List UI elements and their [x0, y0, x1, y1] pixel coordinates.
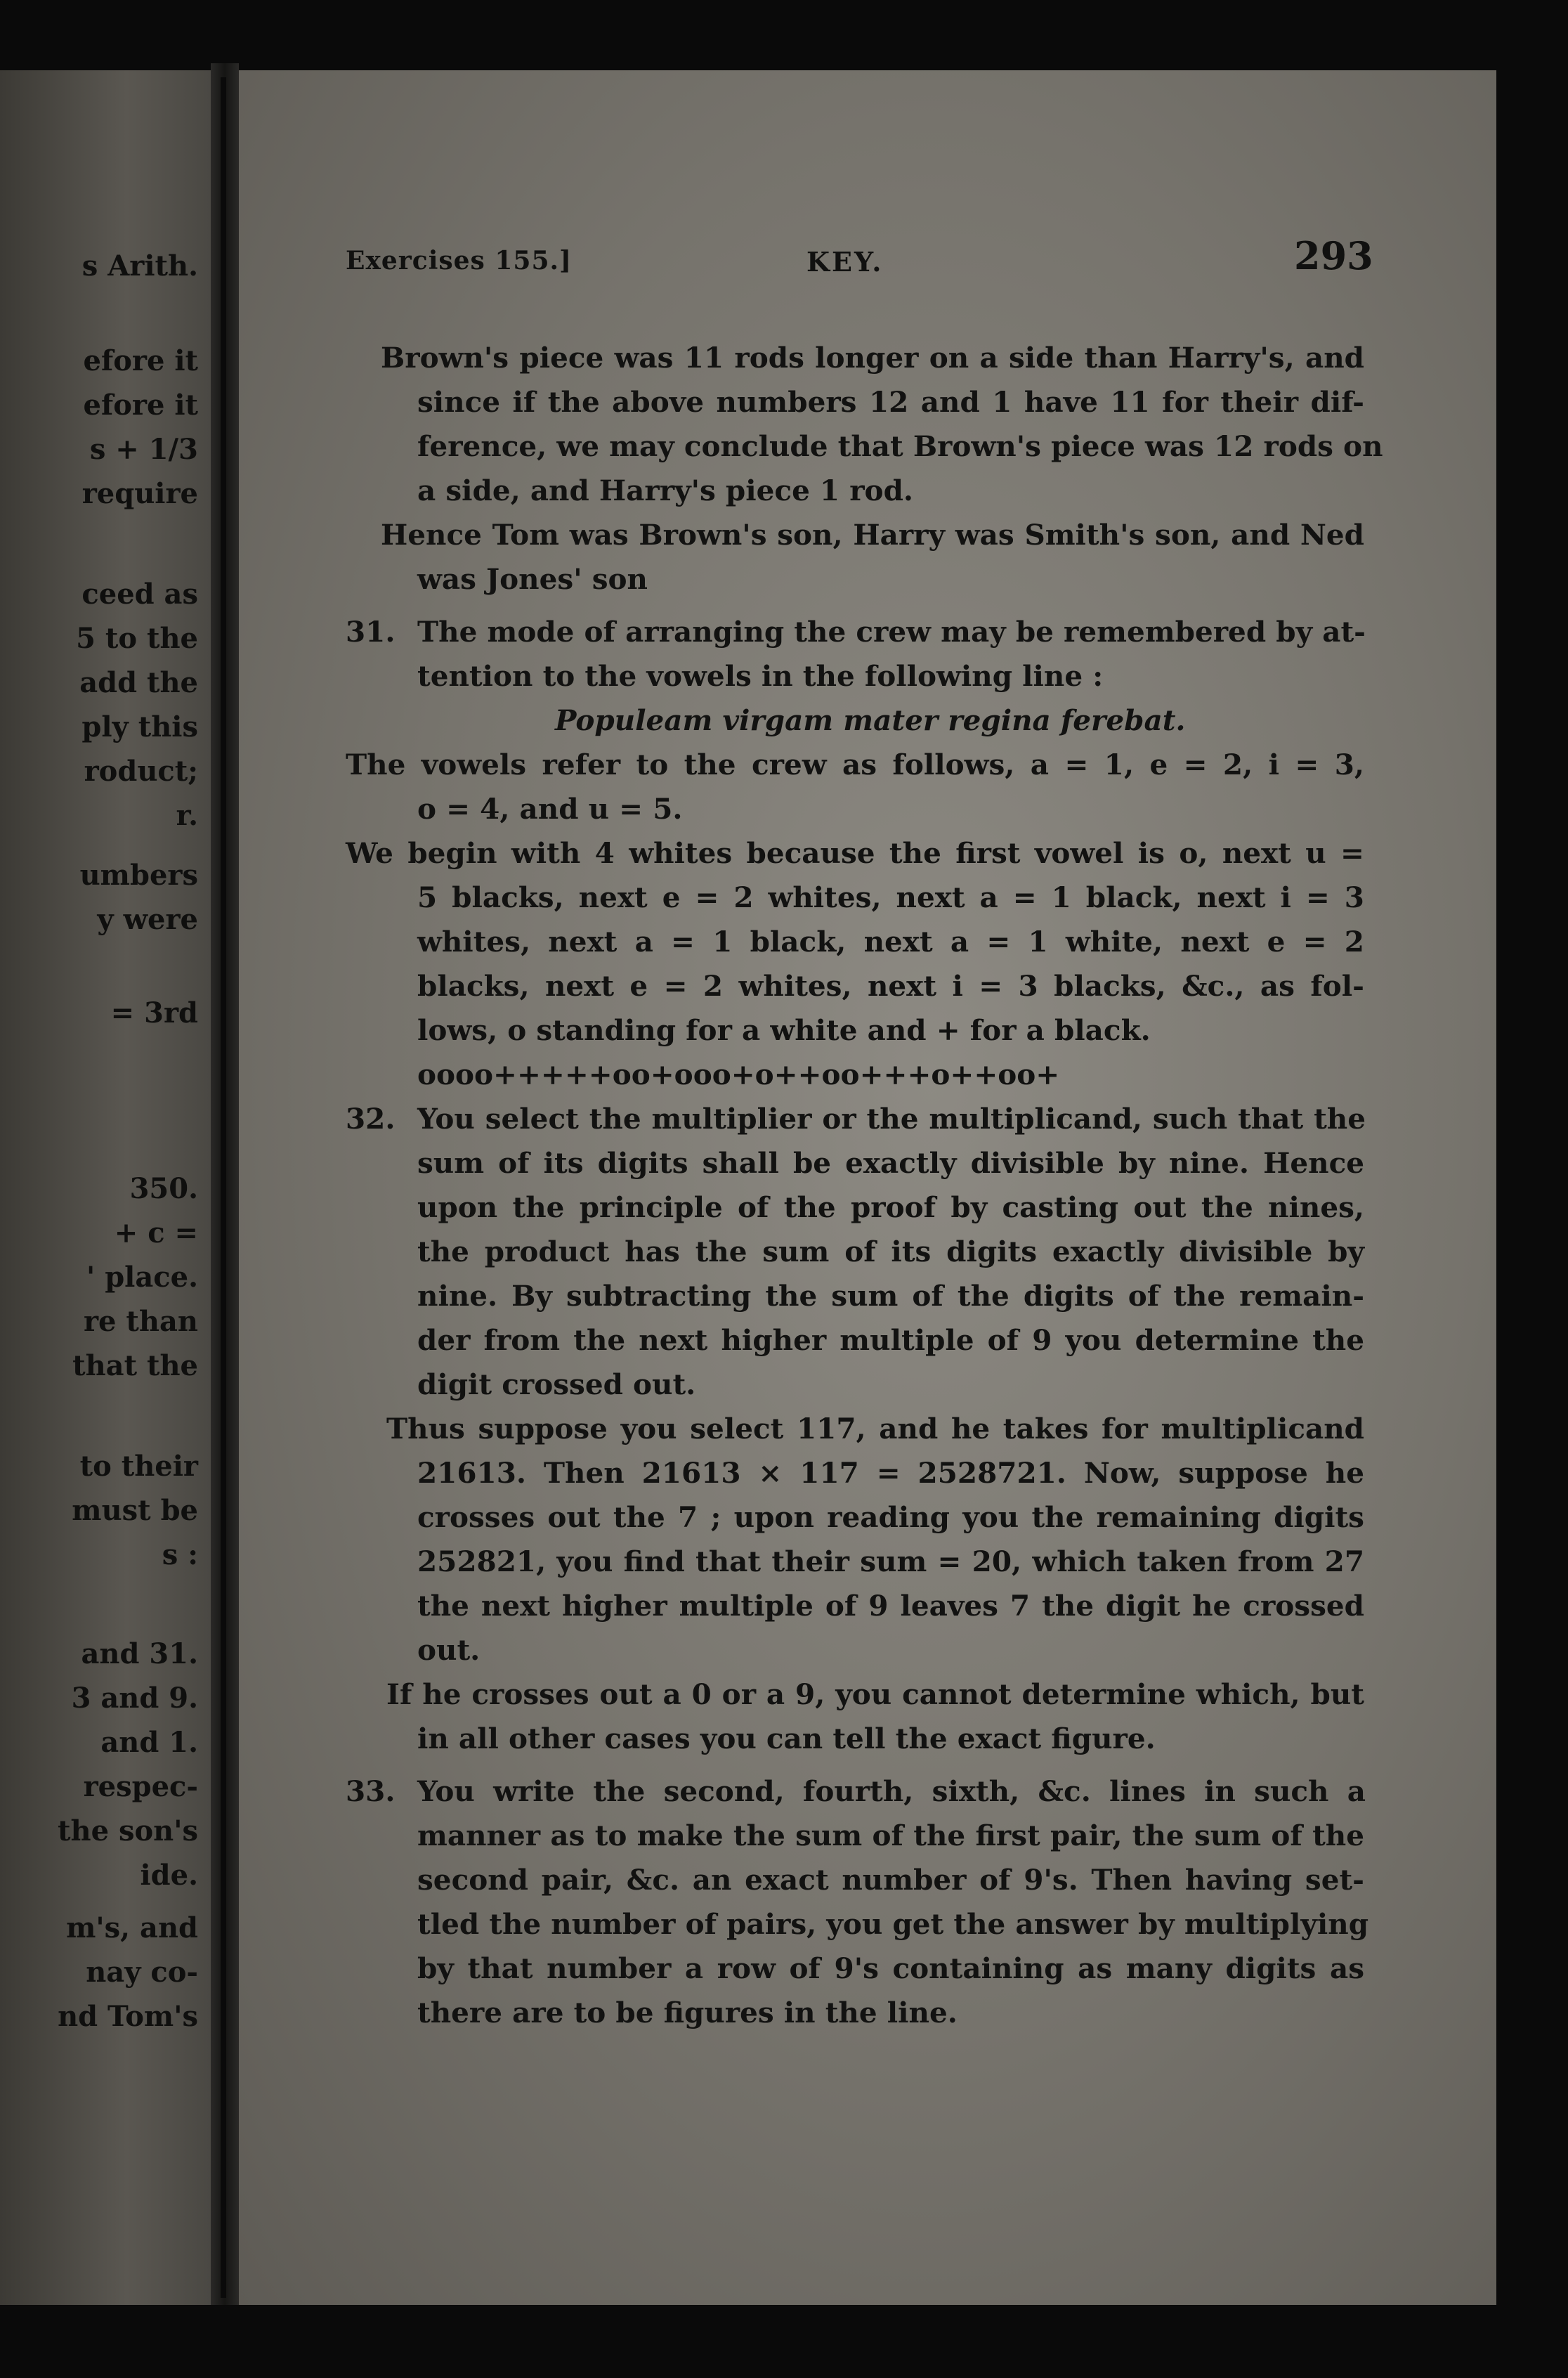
facing-page-text-fragment: require	[81, 477, 198, 510]
facing-page-text-fragment: re than	[83, 1305, 198, 1338]
facing-page-text-fragment: s + 1/3	[89, 433, 198, 466]
text-line: You select the multiplier or the multiplicand, such that the	[417, 1102, 1366, 1136]
text-line: We begin with 4 whites because the first vowel is o, next u =	[346, 836, 1364, 870]
facing-page-text-fragment: ply this	[81, 710, 198, 743]
text-line: der from the next higher multiple of 9 you determine the	[417, 1323, 1364, 1357]
facing-page-text-fragment: nay co-	[86, 1956, 198, 1989]
text-line: Brown's piece was 11 rods longer on a side than Harry's, and	[381, 341, 1364, 375]
text-line: sum of its digits shall be exactly divisible by nine. Hence	[417, 1146, 1364, 1180]
facing-page-text-fragment: to their	[79, 1450, 198, 1483]
text-line: 252821, you find that their sum = 20, which taken from 27	[417, 1545, 1364, 1578]
item-number: 33.	[346, 1774, 396, 1808]
facing-page-text-fragment: and 31.	[81, 1637, 198, 1670]
text-line: Thus suppose you select 117, and he takes for multiplicand	[386, 1412, 1364, 1445]
facing-page-text-fragment: m's, and	[66, 1911, 198, 1944]
text-line: Hence Tom was Brown's son, Harry was Smith's son, and Ned	[381, 518, 1364, 552]
text-line: ference, we may conclude that Brown's piece was 12 rods on	[417, 429, 1383, 463]
text-line: lows, o standing for a white and + for a black.	[417, 1013, 1151, 1047]
text-line: crosses out the 7 ; upon reading you the remaining digits	[417, 1500, 1364, 1534]
facing-page-text-fragment: ' place.	[86, 1261, 198, 1294]
text-line: whites, next a = 1 black, next a = 1 white, next e = 2	[417, 925, 1364, 959]
text-line: The mode of arranging the crew may be remembered by at-	[417, 615, 1366, 649]
page-number: 293	[1294, 233, 1373, 278]
facing-page-text-fragment: 5 to the	[76, 622, 198, 655]
scan-border	[211, 2305, 1546, 2378]
item-number: 31.	[346, 615, 396, 649]
text-line: manner as to make the sum of the first pair, the sum of the	[417, 1819, 1364, 1852]
text-line: tled the number of pairs, you get the answer by multiplying	[417, 1907, 1369, 1941]
facing-page-text-fragment: y were	[97, 903, 198, 936]
text-line: nine. By subtracting the sum of the digits of the remain-	[417, 1279, 1364, 1313]
text-line: tention to the vowels in the following line :	[417, 659, 1104, 693]
text-line: a side, and Harry's piece 1 rod.	[417, 474, 913, 507]
text-line: o = 4, and u = 5.	[417, 792, 683, 826]
text-line: The vowels refer to the crew as follows, a = 1, e = 2, i = 3,	[346, 748, 1364, 781]
text-line: If he crosses out a 0 or a 9, you cannot determine which, but	[386, 1677, 1364, 1711]
facing-page-text-fragment: 3 and 9.	[71, 1682, 198, 1715]
facing-page-text-fragment: = 3rd	[110, 996, 198, 1029]
page-body	[239, 70, 1496, 2305]
facing-page-text-fragment: ide.	[140, 1859, 198, 1892]
binding-rule	[221, 77, 226, 2298]
facing-page-text-fragment: respec-	[83, 1770, 198, 1803]
text-line: there are to be figures in the line.	[417, 1996, 958, 2029]
book-page	[239, 70, 1496, 2305]
running-head-section: Exercises 155.]	[346, 246, 573, 275]
text-line: was Jones' son	[417, 562, 648, 596]
text-line: the next higher multiple of 9 leaves 7 the digit he crossed	[417, 1589, 1364, 1623]
facing-page-text-fragment: 350.	[129, 1172, 198, 1205]
text-line: oooo+++++oo+ooo+o++oo+++o++oo+	[417, 1058, 1060, 1091]
text-line: Populeam virgam mater regina ferebat.	[555, 703, 1186, 737]
facing-page-text-fragment: ceed as	[81, 578, 198, 611]
facing-page-text-fragment: that the	[72, 1349, 198, 1382]
text-line: since if the above numbers 12 and 1 have 11 for their dif-	[417, 385, 1364, 419]
item-number: 32.	[346, 1102, 396, 1136]
text-line: digit crossed out.	[417, 1367, 696, 1401]
text-line: upon the principle of the proof by casting out the nines,	[417, 1190, 1364, 1224]
facing-page-text-fragment: roduct;	[84, 755, 198, 788]
facing-page-text-fragment: s Arith.	[81, 249, 198, 282]
facing-page-text-fragment: efore it	[83, 344, 198, 377]
facing-page-text-fragment: + c =	[114, 1216, 198, 1249]
facing-page-text-fragment: nd Tom's	[58, 2000, 198, 2033]
text-line: out.	[417, 1633, 481, 1667]
facing-page-fragment	[0, 70, 211, 2305]
facing-page-text-fragment: umbers	[79, 859, 198, 892]
text-line: 21613. Then 21613 × 117 = 2528721. Now, suppose he	[417, 1456, 1364, 1490]
facing-page-text-fragment: s :	[162, 1538, 198, 1571]
text-line: You write the second, fourth, sixth, &c. lines in such a	[417, 1774, 1366, 1808]
text-line: by that number a row of 9's containing as many digits as	[417, 1951, 1364, 1985]
running-head-title: KEY.	[806, 246, 884, 278]
text-line: blacks, next e = 2 whites, next i = 3 blacks, &c., as fol-	[417, 969, 1364, 1003]
text-line: 5 blacks, next e = 2 whites, next a = 1 black, next i = 3	[417, 881, 1364, 914]
facing-page-text-fragment: and 1.	[100, 1726, 198, 1759]
facing-page-text-fragment: must be	[72, 1494, 198, 1527]
facing-page-text-fragment: the son's	[58, 1814, 198, 1847]
facing-page-text-fragment: add the	[79, 666, 198, 699]
facing-page-text-fragment: efore it	[83, 389, 198, 422]
facing-page-text-fragment: r.	[176, 799, 198, 832]
text-line: the product has the sum of its digits exactly divisible by	[417, 1235, 1364, 1268]
text-line: second pair, &c. an exact number of 9's. Then having set-	[417, 1863, 1364, 1897]
text-line: in all other cases you can tell the exact figure.	[417, 1722, 1156, 1755]
